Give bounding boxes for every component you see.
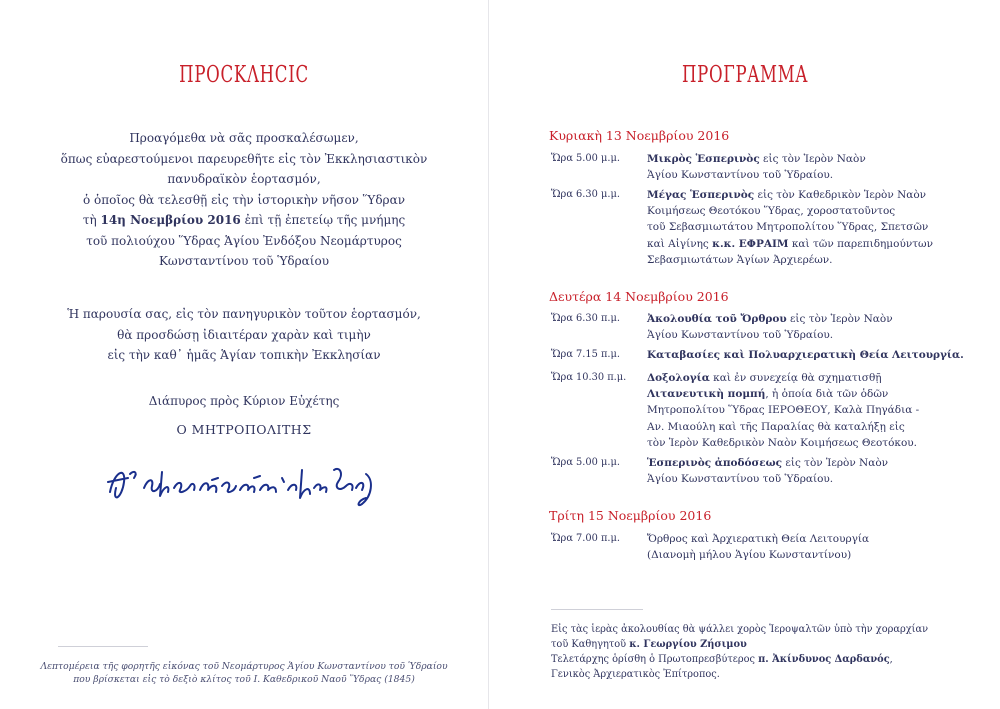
entry-text: καὶ ἐν συνεχείᾳ θὰ σχηματισθῇ xyxy=(709,372,882,384)
entry-text: , ἡ ὁποία διὰ τῶν ὁδῶν xyxy=(765,388,889,401)
entry-line xyxy=(647,187,971,203)
entry-description xyxy=(647,531,971,563)
entry-text: εἰς τὸν Καθεδρικὸν Ἱερὸν Ναὸν xyxy=(754,189,927,201)
invitation-line: πανυδραϊκὸν ἑορτασμόν, xyxy=(167,172,321,186)
entry-text: καὶ τῶν παρεπιδημούντων xyxy=(788,237,933,250)
entry-text: Αν. Μιαούλη καὶ τῆς Παραλίας θὰ καταλήξῃ εἰς xyxy=(647,420,905,433)
invitation-heading: ΠΡΟϹΚΛΗϹΙϹ xyxy=(179,62,309,88)
schedule-entry xyxy=(551,151,971,183)
invitation-page xyxy=(0,0,488,709)
entry-line xyxy=(647,471,971,487)
entry-time: Ὥρα 5.00 μ.μ. xyxy=(551,457,620,468)
entry-text: τοῦ Καθηγητοῦ xyxy=(551,639,630,650)
invitation-line: Ἡ παρουσία σας, εἰς τὸν πανηγυρικὸν τοῦτον ἑορτασμόν, xyxy=(67,307,421,321)
entry-line xyxy=(647,455,971,471)
emphasized-text: Λιτανευτικὴ πομπή xyxy=(647,388,766,401)
invitation-line: ὅπως εὐαρεστούμενοι παρευρεθῆτε εἰς τὸν Ἐκκλησιαστικὸν xyxy=(60,151,428,166)
entry-line xyxy=(647,419,971,435)
entry-text: Σεβασμιωτάτων Ἁγίων Ἀρχιερέων. xyxy=(647,253,833,266)
entry-text: τοῦ Σεβασμιωτάτου Μητροπολίτου Ὕδρας, Σπετσῶν xyxy=(647,221,929,234)
entry-text: εἰς τὸν Ἱερὸν Ναὸν xyxy=(759,153,866,165)
entry-time: Ὥρα 6.30 μ.μ. xyxy=(551,189,620,200)
handwritten-signature xyxy=(104,452,379,518)
schedule-day-title: Κυριακὴ 13 Νοεμβρίου 2016 xyxy=(549,128,730,143)
entry-time: Ὥρα 7.00 π.μ. xyxy=(551,533,621,544)
invitation-date-line: τὴ 14η Νοεμβρίου 2016 ἐπὶ τῇ ἐπετείῳ τῆς μνήμης xyxy=(82,213,406,227)
entry-line xyxy=(647,236,971,252)
invitation-text-block xyxy=(0,128,488,272)
choir-footnote xyxy=(551,622,971,682)
emphasized-text: Δοξολογία xyxy=(647,372,710,384)
entry-description xyxy=(647,151,971,183)
entry-line xyxy=(647,219,971,235)
entry-text: Μητροπολίτου Ὕδρας ΙΕΡΟΘΕΟΥ, Καλὰ Πηγάδια - xyxy=(647,404,920,417)
entry-line xyxy=(647,347,971,363)
schedule-entry xyxy=(551,455,971,487)
entry-text: Τελετάρχης ὁρίσθη ὁ Πρωτοπρεσβύτερος xyxy=(551,654,759,665)
metropolitan-title: Ο ΜΗΤΡΟΠΟΛΙΤΗΣ xyxy=(176,422,312,437)
entry-text: Ὄρθρος καὶ Ἀρχιερατικὴ Θεία Λειτουργία xyxy=(647,533,870,545)
schedule-entry xyxy=(551,187,971,268)
invitation-line: εἰς τὴν καθ᾽ ἡμᾶς Ἁγίαν τοπικὴν Ἐκκλησίαν xyxy=(107,348,381,362)
emphasized-text: Μέγας Ἑσπερινὸς xyxy=(647,189,755,201)
entry-line xyxy=(551,622,971,637)
entry-line xyxy=(647,547,971,563)
schedule-entry xyxy=(551,370,971,451)
footnote-divider xyxy=(551,609,643,610)
entry-line xyxy=(551,667,971,682)
entry-line xyxy=(647,311,971,327)
entry-text: εἰς τὸν Ἱερὸν Ναὸν xyxy=(782,457,889,469)
schedule-entry xyxy=(551,347,971,363)
entry-text: εἰς τὸν Ἱερὸν Ναὸν xyxy=(786,313,893,325)
entry-text: τὸν Ἱερὸν Καθεδρικὸν Ναὸν Κοιμήσεως Θεοτόκου. xyxy=(647,436,918,449)
entry-description xyxy=(647,370,971,451)
emphasized-text: Ἀκολουθία τοῦ Ὄρθρου xyxy=(647,313,787,325)
entry-description xyxy=(647,187,971,268)
footnote-line: Λεπτομέρεια τῆς φορητῆς εἰκόνας τοῦ Νεομάρτυρος Ἁγίου Κωνσταντίνου τοῦ Ὑδραίου xyxy=(40,661,448,672)
entry-line xyxy=(647,531,971,547)
entry-text: Εἰς τὰς ἱερὰς ἀκολουθίας θὰ ψάλλει χορὸς Ἱεροψαλτῶν ὑπὸ τὴν χοραρχίαν xyxy=(551,624,929,635)
invitation-line: Προαγόμεθα νὰ σᾶς προσκαλέσωμεν, xyxy=(129,131,359,145)
invitation-line: θὰ προσδώσῃ ἰδιαιτέραν χαρὰν καὶ τιμὴν xyxy=(117,327,371,342)
footnote-divider xyxy=(58,646,148,647)
entry-time: Ὥρα 10.30 π.μ. xyxy=(551,372,627,383)
entry-text: Ἁγίου Κωνσταντίνου τοῦ Ὑδραίου. xyxy=(647,329,834,342)
entry-text: Ἁγίου Κωνσταντίνου τοῦ Ὑδραίου. xyxy=(647,473,834,486)
entry-line xyxy=(647,370,971,386)
entry-line xyxy=(647,252,971,268)
entry-line xyxy=(647,435,971,451)
program-heading: ΠΡΟΓΡΑΜΜΑ xyxy=(681,62,809,88)
entry-line xyxy=(551,637,971,652)
emphasized-text: Καταβασίες καὶ Πολυαρχιερατικὴ Θεία Λειτουργία. xyxy=(647,349,964,361)
schedule-day-title: Τρίτη 15 Νοεμβρίου 2016 xyxy=(549,508,712,523)
entry-text: καὶ Αἰγίνης xyxy=(647,237,713,250)
invitation-line: τοῦ πολιούχου Ὕδρας Ἁγίου Ἐνδόξου Νεομάρτυρος xyxy=(86,233,402,248)
invitation-line: ὁ ὁποῖος θὰ τελεσθῇ εἰς τὴν ἱστορικὴν νῆσον Ὕδραν xyxy=(82,192,405,207)
invitation-line: Κωνσταντίνου τοῦ Ὑδραίου xyxy=(158,254,330,268)
entry-line xyxy=(647,167,971,183)
emphasized-text: Ἑσπερινὸς ἀποδόσεως xyxy=(647,457,783,469)
entry-line xyxy=(647,402,971,418)
emphasized-text: π. Ἀκίνδυνος Δαρδανός xyxy=(758,654,890,665)
closing-salutation: Διάπυρος πρὸς Κύριον Εὐχέτης xyxy=(148,394,340,408)
entry-text: , xyxy=(889,654,893,665)
emphasized-text: κ. Γεωργίου Ζήσιμου xyxy=(629,639,747,650)
program-page xyxy=(488,0,1000,709)
entry-line xyxy=(551,652,971,667)
emphasized-text: κ.κ. ΕΦΡΑΙΜ xyxy=(712,237,789,250)
entry-text: Ἁγίου Κωνσταντίνου τοῦ Ὑδραίου. xyxy=(647,169,834,182)
entry-time: Ὥρα 5.00 μ.μ. xyxy=(551,153,620,164)
entry-description xyxy=(647,347,971,363)
entry-text: Κοιμήσεως Θεοτόκου Ὕδρας, χοροστατοῦντος xyxy=(647,205,896,218)
icon-caption-footnote xyxy=(0,660,488,686)
schedule-day-title: Δευτέρα 14 Νοεμβρίου 2016 xyxy=(549,289,729,304)
entry-description xyxy=(647,311,971,343)
entry-line xyxy=(647,327,971,343)
entry-line xyxy=(647,203,971,219)
entry-text: (Διανομὴ μήλου Ἁγίου Κωνσταντίνου) xyxy=(647,549,852,562)
entry-time: Ὥρα 6.30 π.μ. xyxy=(551,313,621,324)
invitation-second-paragraph xyxy=(0,304,488,366)
emphasized-text: Μικρὸς Ἑσπερινὸς xyxy=(647,153,760,165)
footnote-line: που βρίσκεται εἰς τὸ δεξιὸ κλίτος τοῦ Ι. Καθεδρικοῦ Ναοῦ Ὕδρας (1845) xyxy=(73,674,415,685)
entry-description xyxy=(647,455,971,487)
entry-line xyxy=(647,151,971,167)
schedule-entry xyxy=(551,531,971,563)
feast-date: 14η Νοεμβρίου 2016 xyxy=(100,213,241,227)
schedule-entry xyxy=(551,311,971,343)
entry-time: Ὥρα 7.15 π.μ. xyxy=(551,349,621,360)
entry-line xyxy=(647,386,971,402)
entry-text: Γενικὸς Ἀρχιερατικὸς Ἐπίτροπος. xyxy=(551,669,720,680)
